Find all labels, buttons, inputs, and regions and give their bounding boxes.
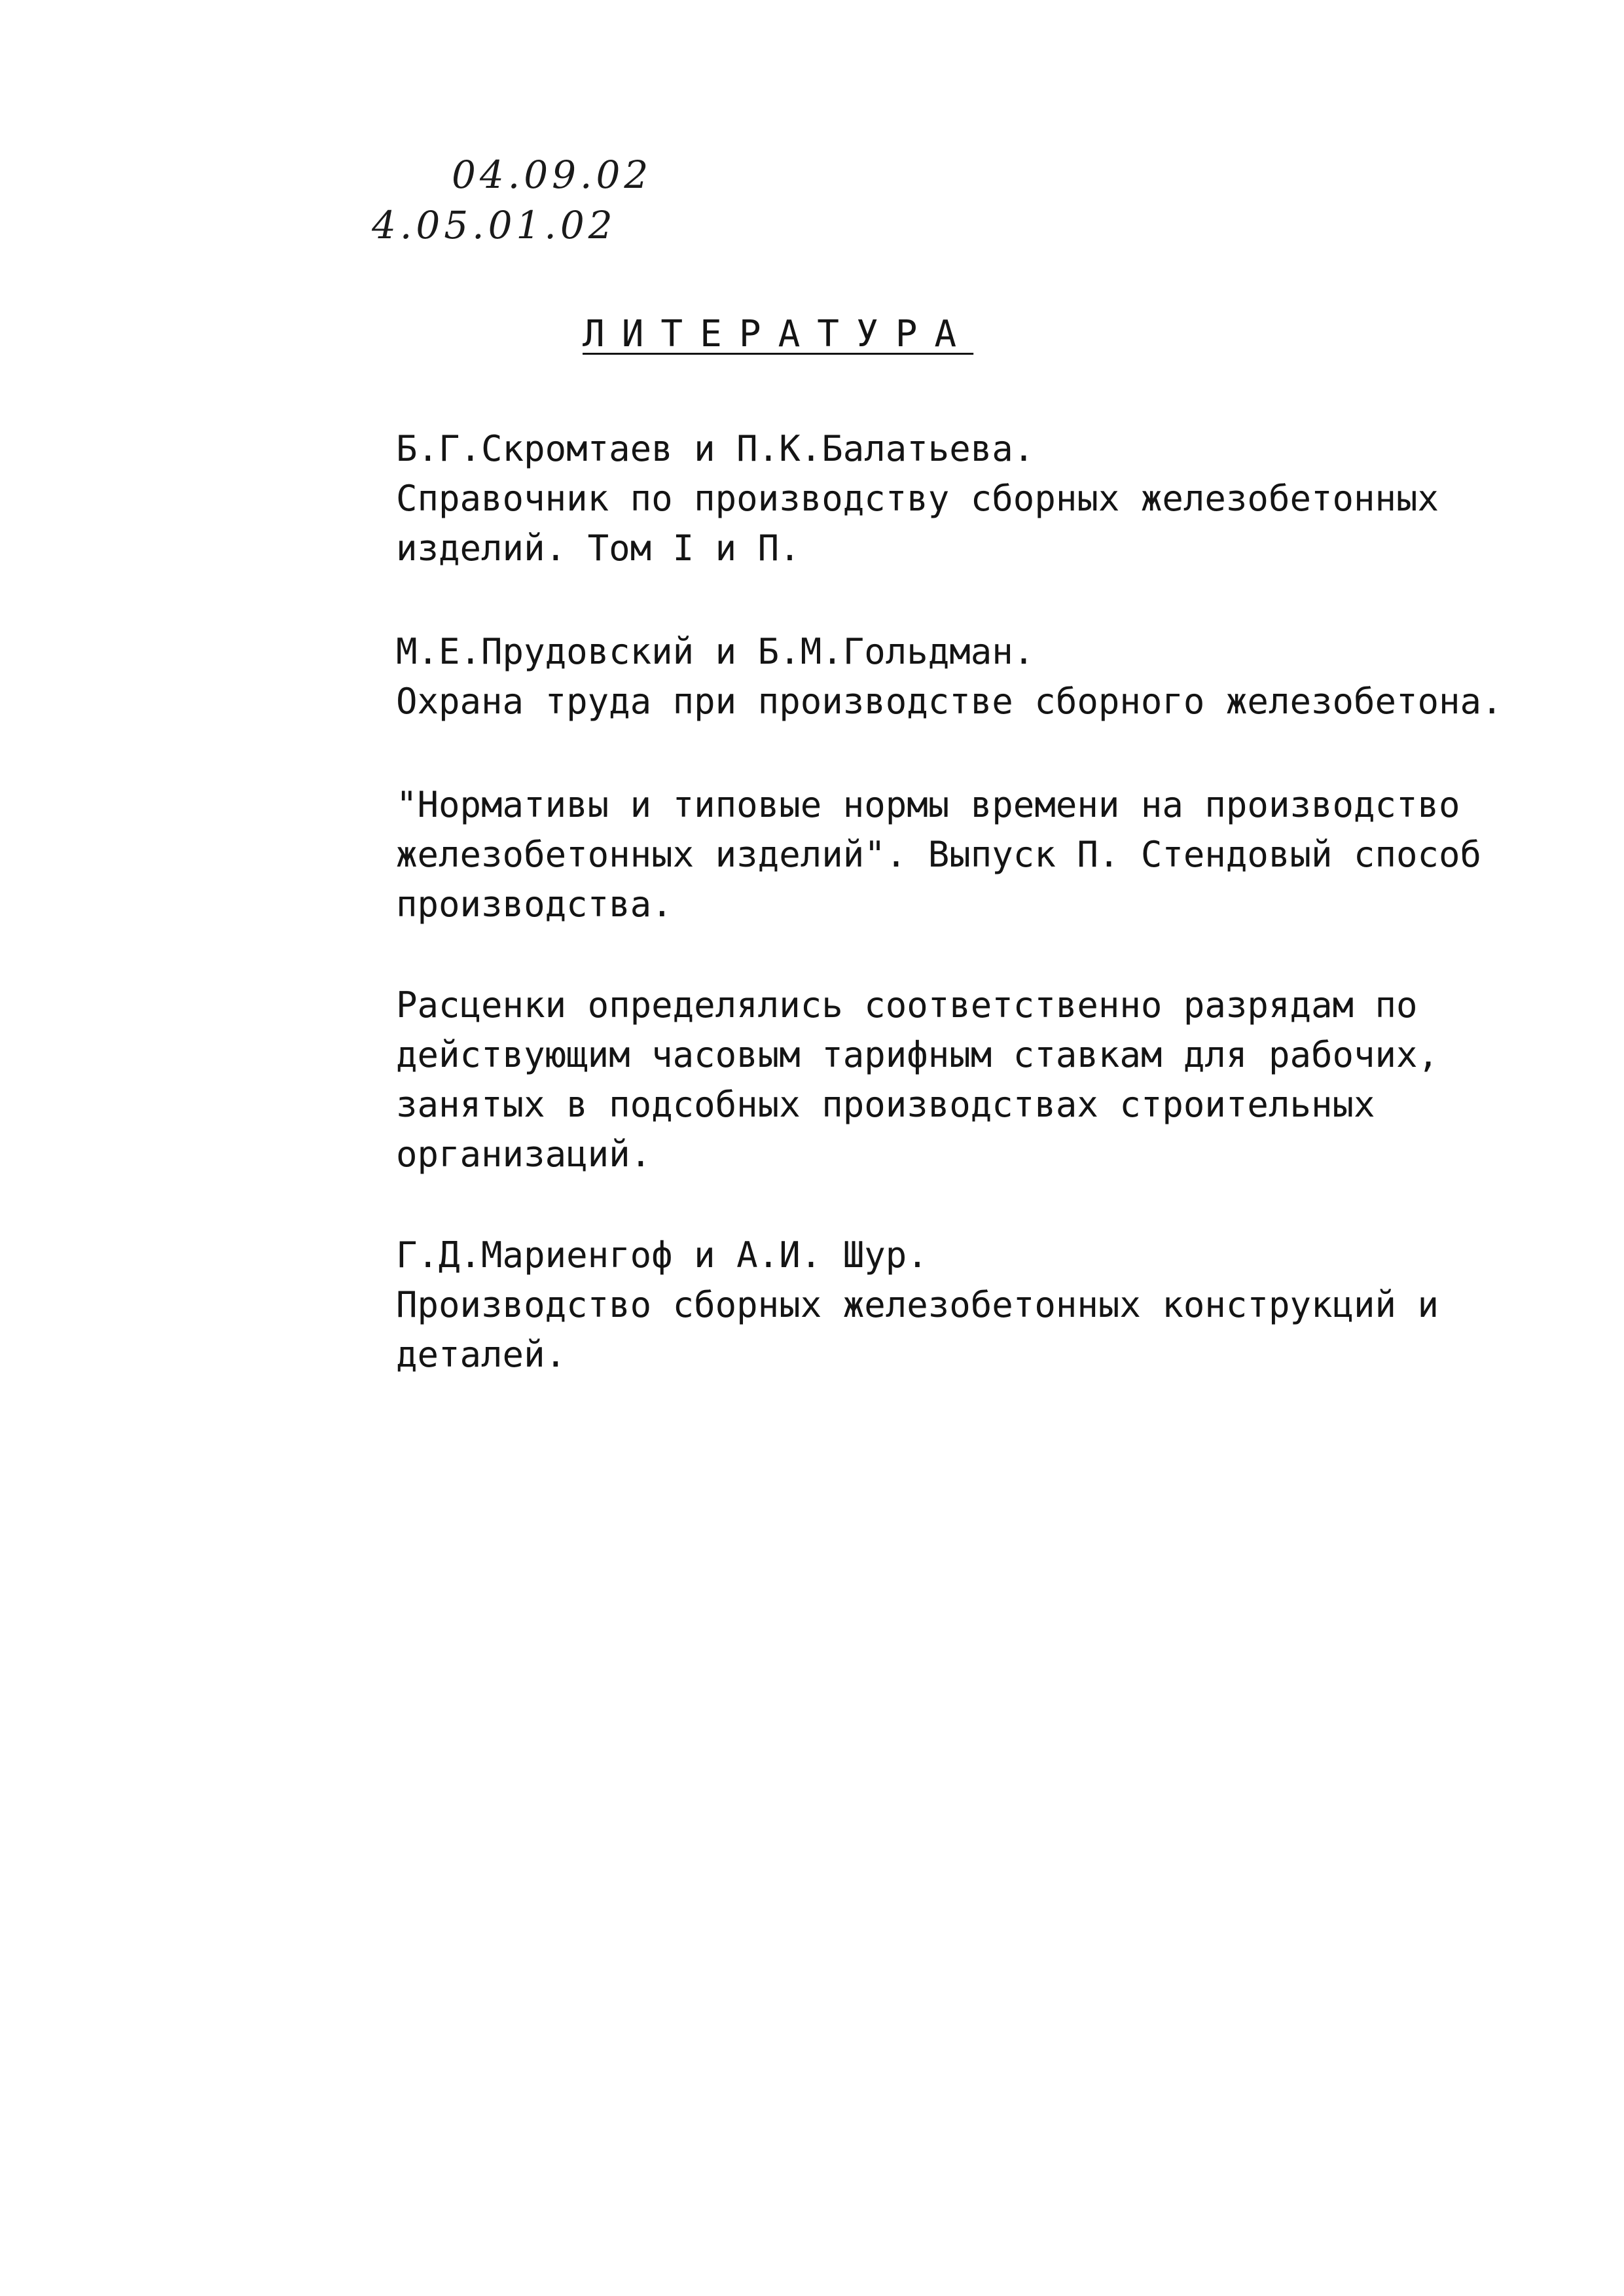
handwritten-note-code: 4.05.01.02	[372, 203, 617, 247]
reference-text: Справочник по производству сборных железобетонных изделий. Том I и П.	[396, 478, 1439, 569]
reference-entry-1	[396, 424, 1509, 573]
reference-authors: М.Е.Прудовский и Б.М.Гольдман.	[396, 631, 1035, 672]
page-title: ЛИТЕРАТУРА	[583, 313, 974, 355]
pricing-note	[396, 980, 1509, 1179]
reference-entry-5	[396, 1230, 1509, 1380]
reference-text: "Нормативы и типовые нормы времени на производство железобетонных изделий". Выпуск П. Стендовый способ производства.	[396, 784, 1482, 925]
reference-entry-3	[396, 780, 1509, 929]
handwritten-note-date: 04.09.02	[452, 152, 653, 197]
reference-text: Производство сборных железобетонных конструкций и деталей.	[396, 1284, 1439, 1375]
reference-text: Охрана труда при производстве сборного железобетона.	[396, 681, 1503, 722]
note-text: Расценки определялись соответственно разрядам по действующим часовым тарифным ставкам для рабочих, занятых в подсобных производствах строительных организаций.	[396, 984, 1439, 1175]
reference-authors: Г.Д.Мариенгоф и А.И. Шур.	[396, 1234, 928, 1276]
reference-authors: Б.Г.Скромтаев и П.К.Балатьева.	[396, 428, 1035, 469]
reference-entry-2	[396, 627, 1509, 726]
